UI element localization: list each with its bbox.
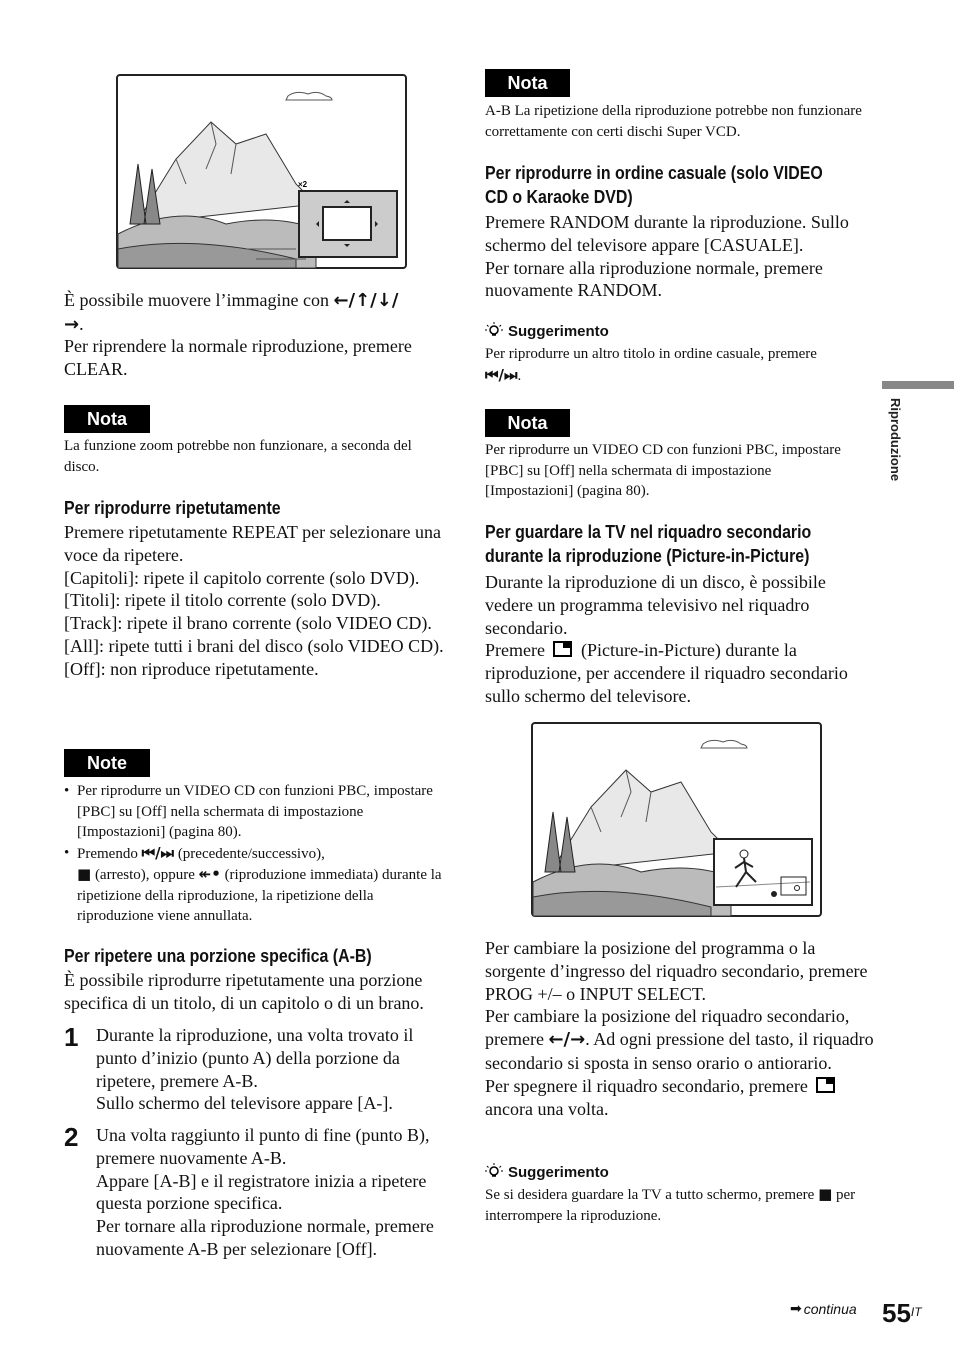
move-text: È possibile muovere l’immagine con [64,290,329,310]
note-bullet: • Per riprodurre un VIDEO CD con funzioni PBC, impostare [PBC] su [Off] nella schermata di impostazione [Impostazioni] (pagina 80). [64,781,449,843]
zoom-illustration [116,74,407,269]
nota-badge: Nota [485,409,570,437]
pip-icon [816,1077,835,1093]
repeat-line: [Track]: ripete il brano corrente (solo VIDEO CD). [64,613,432,634]
nota-ab-text: A-B La ripetizione della riproduzione potrebbe non funzionare correttamente con certi dischi Super VCD. [485,103,862,140]
move-paragraph [64,289,449,337]
repeat-list [64,521,454,681]
stop-icon: ■ [818,1185,833,1203]
nota-zoom-text: La funzione zoom potrebbe non funzionare, a seconda del disco. [64,438,412,475]
nota-badge: Nota [485,69,570,97]
random-heading: Per riprodurre in ordine casuale (solo VIDEO CD o Karaoke DVD) [485,162,823,207]
step-number: 2 [64,1122,79,1152]
note-badge: Note [64,749,150,777]
section-label: Riproduzione [888,398,903,482]
position-text: Per cambiare la posizione del programma o la sorgente d’ingresso del riquadro secondario, premere PROG +/– o INPUT SELECT. Per cambiare la posizione del riquadro secondario, premere ←/→. Ad ogni pressione del tasto, il riquadro secondario si sposta in senso orario o antiorario. Per spegnere il riquadro secondario, premere ancora una volta. [485,938,874,1119]
prev-next-icon: ⏮/⏭ [485,365,518,384]
repeat-line: [All]: ripete tutti i brani del disco (solo VIDEO CD). [64,635,444,656]
restore-text: Per riprendere la normale riproduzione, premere CLEAR. [64,336,412,379]
arrow-keys-icon: ←/↑/↓/ [333,290,399,311]
tip-heading: Suggerimento [485,322,609,340]
repeat-line: [Titoli]: ripete il titolo corrente (solo DVD). [64,590,381,611]
page-number: 55 IT [882,1298,922,1328]
section-tab-bar [882,381,954,389]
repeat-line: [Off]: non riproduce ripetutamente. [64,658,319,679]
random-text: Premere RANDOM durante la riproduzione. Sullo schermo del televisore appare [CASUALE]. Per tornare alla riproduzione normale, premere nuovamente RANDOM. [485,212,849,301]
right-arrow-icon: → [64,313,80,335]
note-list [64,781,449,927]
left-right-arrow-icon: ←/→ [548,1029,586,1051]
tip-heading: Suggerimento [485,1163,609,1181]
nota-pbc-text: Per riprodurre un VIDEO CD con funzioni PBC, impostare [PBC] su [Off] nella schermata di impostazione [Impostazioni] (pagina 80). [485,442,841,499]
instant-replay-icon: ↞• [198,865,221,883]
tip-random-text: Per riprodurre un altro titolo in ordine casuale, premere ⏮/⏭. [485,346,817,384]
repeat-heading: Per riprodurre ripetutamente [64,497,281,518]
ab-intro: È possibile riprodurre ripetutamente una porzione specifica di un titolo, di un capitolo o di un brano. [64,970,424,1013]
ab-heading: Per ripetere una porzione specifica (A-B) [64,945,372,966]
step-2: Una volta raggiunto il punto di fine (punto B), premere nuovamente A-B. Appare [A-B] e il registratore inizia a ripetere questa porzione specifica. Per tornare alla riproduzione normale, premere nuovamente A-B per selezionare [Off]. [96,1125,434,1259]
zoom-label: ×2 [298,180,308,189]
repeat-line: [Capitoli]: ripete il capitolo corrente (solo DVD). [64,567,420,588]
move-end: . [79,313,84,334]
repeat-line: Premere ripetutamente REPEAT per selezionare una voce da ripetere. [64,522,442,565]
continue-arrow-icon: ➡ [790,1301,802,1317]
pip-heading: Per guardare la TV nel riquadro secondario durante la riproduzione (Picture-in-Picture) [485,521,812,566]
pip-icon [553,641,572,657]
pip-text: Durante la riproduzione di un disco, è possibile vedere un programma televisivo nel riquadro secondario. Premere (Picture-in-Picture) durante la riproduzione, per accendere il riquadro secondario sullo schermo del televisore. [485,572,848,706]
stop-icon: ■ [77,865,92,883]
continue-indicator: ➡ continua [790,1301,857,1317]
nota-badge: Nota [64,405,150,433]
tip-fullscreen-text: Se si desidera guardare la TV a tutto schermo, premere ■ per interrompere la riproduzione. [485,1185,856,1224]
step-1: Durante la riproduzione, una volta trovato il punto d’inizio (punto A) della porzione da ripetere, premere A-B. Sullo schermo del televisore appare [A-]. [96,1025,414,1114]
note-bullet: • Premendo ⏮/⏭ (precedente/successivo), ■ (arresto), oppure ↞• (riproduzione immediata) durante la ripetizione della riproduzione, la ripetizione della riproduzione viene annullata. [64,843,449,927]
lightbulb-icon [485,1163,503,1181]
pip-illustration [531,722,822,917]
prev-next-icon: ⏮/⏭ [141,843,175,862]
lightbulb-icon [485,322,503,340]
step-number: 1 [64,1022,79,1052]
